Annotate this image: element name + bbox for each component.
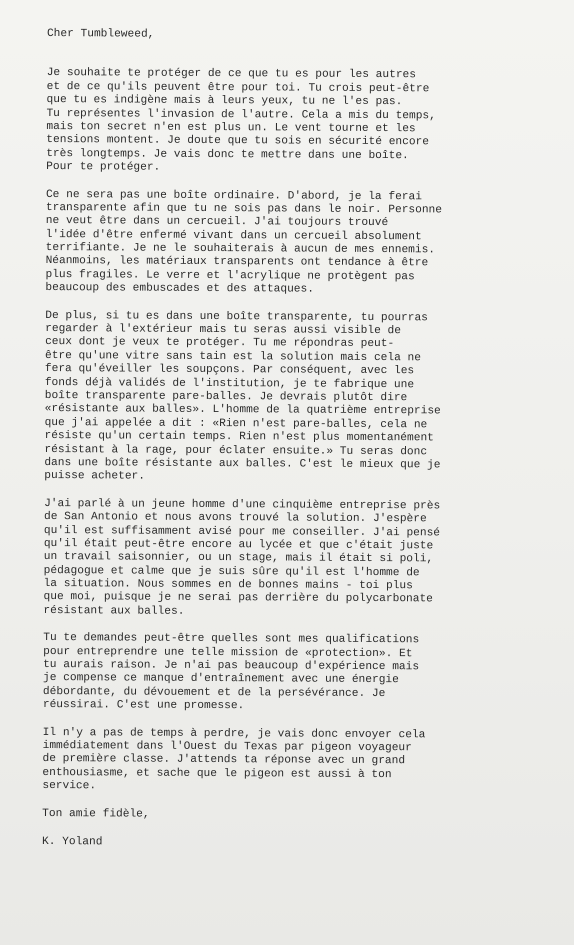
letter-paragraphs (42, 67, 558, 796)
text-line: ceux dont je veux te protéger. Tu me répondras peut- (45, 336, 395, 351)
text-line: qu'il est suffisamment avisé pour me conseiller. J'ai pensé (43, 524, 441, 539)
text-line: que tu es indigène mais à leurs yeux, tu ne l'es pas. (46, 94, 403, 109)
text-line: tu aurais raison. Je n'ai pas beaucoup d'expérience mais (43, 659, 420, 674)
text-line: qu'il était peut-être encore au lycée et que c'était juste (43, 537, 434, 553)
text-line: ne veut être dans un cercueil. J'ai toujours trouvé (45, 215, 389, 230)
text-line: pédagogue et calme que je suis sûre qu'il est l'homme de (43, 564, 420, 579)
text-line: boîte transparente pare-balles. Je devrais plutôt dire (44, 389, 408, 405)
letter-body (42, 28, 559, 852)
text-line: la situation. Nous sommes en de bonnes mains - toi plus (43, 578, 413, 593)
paragraph-3 (44, 310, 557, 487)
text-line: Ce ne sera pas une boîte ordinaire. D'abord, je la ferai (45, 188, 422, 203)
text-line: terrifiante. Je ne le souhaiterais à aucun de mes ennemis. (45, 242, 436, 257)
text-line: service. (42, 780, 97, 793)
text-line: de première classe. J'attends ta réponse avec un grand (42, 753, 406, 768)
text-line: dans une boîte résistante aux balles. C'est le mieux que je (44, 456, 441, 472)
text-line: J'ai parlé à un jeune homme d'une cinquième entreprise près (44, 497, 441, 513)
salutation: Cher Tumbleweed, (46, 28, 155, 41)
paragraph-5 (43, 632, 555, 715)
text-line: réussirai. C'est une promesse. (42, 699, 245, 713)
signature: K. Yoland (41, 835, 103, 849)
text-line: pour entreprendre une telle mission de «protection». Et (43, 645, 413, 660)
text-line: Tu te demandes peut-être quelles sont mes qualifications (43, 632, 420, 647)
text-line: être qu'une vitre sans tain est la solution mais cela ne (44, 349, 421, 365)
text-line: plus fragiles. Le verre et l'acrylique ne protègent pas (45, 268, 415, 284)
text-line: transparente afin que tu ne sois pas dans le noir. Personne (45, 201, 443, 217)
text-line: résistant à la rage, pour éclater ensuite.» Tu seras donc (44, 443, 428, 458)
text-line: débordante, du dévouement et de la persévérance. Je (42, 685, 386, 700)
text-line: mais ton secret n'en est plus un. Le vent tourne et les (46, 120, 416, 136)
text-line: que j'ai appelée a dit : «Rien n'est pare-balles, cela ne (44, 416, 428, 432)
text-line: «résistante aux balles». L'homme de la quatrième entreprise (44, 403, 441, 418)
text-line: Néanmoins, les matériaux transparents ont tendance à être (45, 255, 429, 270)
text-line: Pour te protéger. (46, 161, 161, 174)
text-line: et de ce qu'ils peuvent être pour toi. Tu crois peut-être (46, 80, 430, 96)
text-line: très longtemps. Je vais donc te mettre dans une boîte. (46, 147, 409, 162)
text-line: enthousiasme, et sache que le pigeon est aussi à ton (42, 766, 392, 781)
text-line: résistant aux balles. (43, 604, 185, 618)
text-line: tensions montent. Je doute que tu sois en sécurité encore (46, 134, 430, 149)
text-line: un travail saisonnier, ou un stage, mais il était si poli, (43, 551, 434, 566)
text-line: beaucoup des embuscades et des attaques. (45, 282, 314, 296)
paragraph-4 (43, 498, 556, 622)
text-line: puisse acheter. (44, 470, 146, 483)
text-line: l'idée d'être enfermé vivant dans un cercueil absolument (45, 228, 422, 243)
text-line: fonds déjà validés de l'institution, je te fabrique une (44, 376, 415, 391)
text-line: fera qu'éveiller les soupçons. Par conséquent, avec les (44, 363, 415, 378)
paragraph-1 (46, 67, 559, 177)
paragraph-6 (42, 727, 554, 797)
text-line: je compense ce manque d'entraînement avec une énergie (42, 672, 399, 687)
text-line: De plus, si tu es dans une boîte transparente, tu pourras (45, 309, 428, 324)
closing-line: Ton amie fidèle, (42, 807, 150, 821)
text-line: immédiatement dans l'Ouest du Texas par pigeon voyageur (42, 739, 412, 755)
text-line: résiste qu'un certain temps. Rien n'est plus momentanément (44, 430, 434, 445)
text-line: que moi, puisque je ne serai pas derrière du polycarbonate (43, 591, 433, 606)
text-line: Je souhaite te protéger de ce que tu es pour les autres (46, 67, 417, 82)
text-line: Tu représentes l'invasion de l'autre. Cela a mis du temps, (46, 107, 436, 122)
text-line: regarder à l'extérieur mais tu seras aussi visible de (45, 323, 402, 338)
paragraph-2 (45, 189, 558, 299)
text-line: Il n'y a pas de temps à perdre, je vais donc envoyer cela (42, 726, 426, 741)
text-line: de San Antonio et nous avons trouvé la solution. J'espère (43, 511, 427, 526)
